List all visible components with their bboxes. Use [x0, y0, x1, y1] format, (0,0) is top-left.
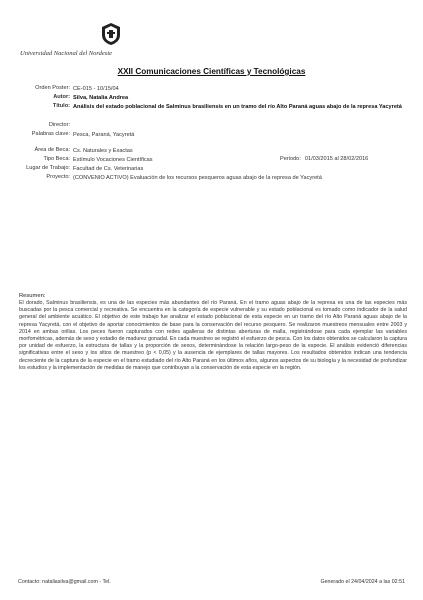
orden-poster-row: [10, 85, 415, 94]
university-logo: [20, 22, 130, 58]
resumen-label: Resumen:: [19, 293, 46, 299]
lugar-trabajo-value: Facultad de Cs. Veterinarias: [73, 166, 144, 172]
autor-value: Silva, Natalia Andrea: [73, 95, 129, 101]
proyecto-row: [10, 174, 415, 183]
palabras-clave-value: Pesca, Paraná, Yacyretá: [73, 132, 135, 138]
abstract-text: El dorado, Salminus brasiliensis, es una de las especies más abundantes del río Paraná. En el tramo aguas abajo de la represa es una de las especies más buscadas por la pesca comercial y recreativa. Se encuentra en la categoría de especie vulnerable y su estado poblacional es tomado como indicador de la salud general del ambiente acuático. El objetivo de este trabajo fue analizar el estado poblacional de esta especie en un tramo del río Alto Paraná aguas abajo de la represa Yacyretá, con el objetivo de aportar conocimientos de base para la conservación del recurso pesquero. Se realizaron muestreos mensuales entre 2003 y 2014 en ambas orillas. Los peces fueron capturados con redes agalleras de distintas aberturas de malla, registrándose para cada ejemplar las variables morfométricas, además de sexo y estadio de madurez gonadal. En cada muestreo se registró el esfuerzo de pesca. Con los datos obtenidos se calcularon la captura por unidad de esfuerzo, la estructura de tallas y la proporción de sexos, determinándose la relación largo-peso de la especie. El análisis evidenció diferencias significativas entre el sexo y los sitios de muestreo (p < 0,05) y la ausencia de ejemplares de tallas mayores. Los resultados obtenidos indican una tendencia decreciente de la captura de la especie en el tramo estudiado del río Alto Paraná en los últimos años, algunos aspectos de su biología y la necesidad de profundizar los estudios y la implementación de medidas de manejo que contribuyan a la conservación de esta especie en la región.: [19, 300, 407, 371]
autor-label: Autor:: [53, 94, 70, 100]
proyecto-label: Proyecto:: [46, 174, 70, 180]
footer-generated: Generado el 24/04/2024 a las 02:51: [320, 579, 405, 585]
university-name: Universidad Nacional del Nordeste: [20, 50, 113, 57]
orden-poster-value: CE-015 - 10/15/04: [73, 86, 119, 92]
area-beca-label: Área de Beca:: [34, 147, 70, 153]
palabras-clave-label: Palabras clave:: [31, 131, 70, 137]
area-beca-row: [10, 147, 415, 156]
periodo-label: Periodo:: [280, 156, 301, 162]
director-row: [10, 122, 415, 131]
metadata-section: [10, 85, 415, 183]
proyecto-value: (CONVENIO ACTIVO) Evaluación de los recursos pesqueros aguas abajo de la represa de Yacyretá: [73, 175, 322, 181]
titulo-value: Análisis del estado poblacional de Salminus brasiliensis en un tramo del río Alto Paraná aguas abajo de la represa Yacyretá: [73, 104, 402, 110]
university-emblem-icon: [100, 22, 122, 46]
director-label: Director:: [48, 122, 70, 128]
tipo-beca-row: [10, 156, 415, 165]
area-beca-value: Cs. Naturales y Exactas: [73, 148, 133, 154]
periodo-value: 01/03/2015 al 28/02/2016: [304, 156, 369, 162]
palabras-clave-row: [10, 131, 415, 140]
periodo-pair: [280, 156, 368, 162]
titulo-row: [10, 103, 415, 122]
lugar-trabajo-row: [10, 165, 415, 174]
orden-poster-label: Orden Poster:: [35, 85, 70, 91]
lugar-trabajo-label: Lugar de Trabajo:: [26, 165, 70, 171]
footer-contact: Contacto: nataliasilva@gmail.com - Tel.: [18, 579, 111, 585]
titulo-label: Título:: [52, 103, 70, 109]
document-title: XXII Comunicaciones Científicas y Tecnológicas: [117, 67, 306, 76]
tipo-beca-label: Tipo Beca:: [43, 156, 70, 162]
tipo-beca-value: Estímulo Vocaciones Científicas: [73, 157, 153, 163]
autor-row: [10, 94, 415, 103]
